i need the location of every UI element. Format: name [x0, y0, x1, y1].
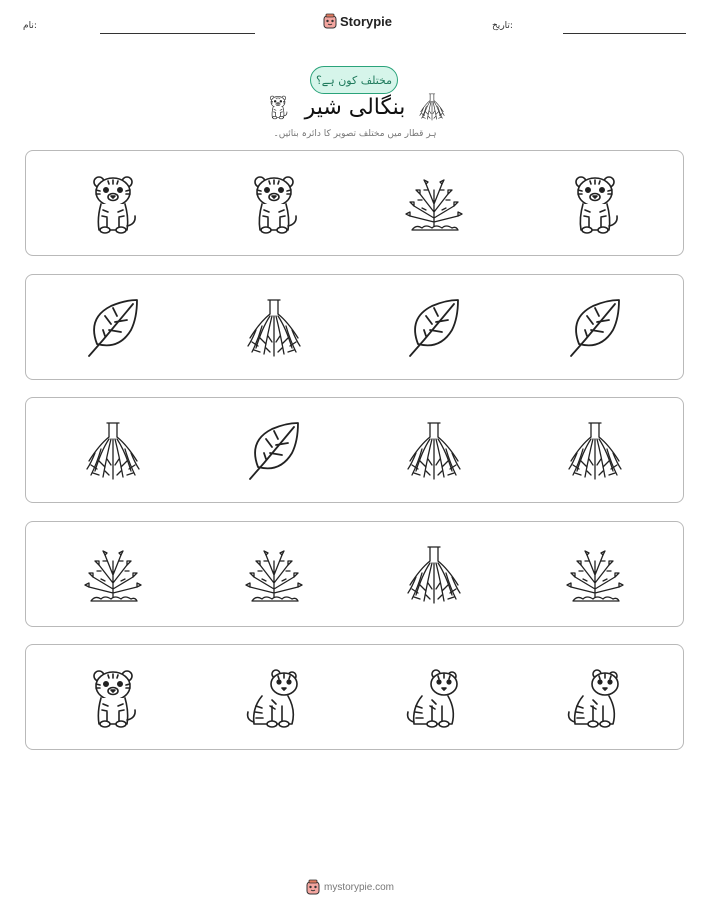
- worksheet-title: بنگالی شیر: [304, 95, 406, 120]
- bush-icon[interactable]: [242, 543, 306, 607]
- tiger-cub-icon[interactable]: [81, 666, 145, 730]
- roots-icon[interactable]: [242, 296, 306, 360]
- sitting-tiger-icon[interactable]: [242, 666, 306, 730]
- mangrove-icon: [416, 92, 448, 122]
- footer-site-link[interactable]: mystorypie.com: [324, 881, 395, 893]
- bush-icon[interactable]: [81, 543, 145, 607]
- question-badge: مختلف کون ہے؟: [310, 66, 398, 94]
- bush-icon[interactable]: [402, 172, 466, 236]
- puzzle-row-2: [25, 274, 684, 380]
- tiger-cub-icon[interactable]: [81, 172, 145, 236]
- puzzle-row-5: [25, 644, 684, 750]
- bush-icon[interactable]: [563, 543, 627, 607]
- roots-icon[interactable]: [402, 419, 466, 483]
- leaf-icon[interactable]: [242, 419, 306, 483]
- roots-icon[interactable]: [563, 419, 627, 483]
- sitting-tiger-icon[interactable]: [563, 666, 627, 730]
- brand-logo: [323, 13, 392, 29]
- puzzle-row-3: [25, 397, 684, 503]
- leaf-icon[interactable]: [81, 296, 145, 360]
- storypie-mascot-icon: [323, 13, 337, 29]
- storypie-mascot-icon: [306, 879, 320, 895]
- leaf-icon[interactable]: [563, 296, 627, 360]
- name-label: نام:: [23, 21, 37, 31]
- footer: [306, 879, 394, 895]
- puzzle-row-4: [25, 521, 684, 627]
- puzzle-row-1: [25, 150, 684, 256]
- tiger-cub-icon[interactable]: [563, 172, 627, 236]
- brand-name: Storypie: [340, 13, 393, 29]
- roots-icon[interactable]: [81, 419, 145, 483]
- sitting-tiger-icon[interactable]: [402, 666, 466, 730]
- date-line: [563, 33, 686, 34]
- leaf-icon[interactable]: [402, 296, 466, 360]
- tiger-cub-icon[interactable]: [242, 172, 306, 236]
- name-line: [100, 33, 255, 34]
- roots-icon[interactable]: [402, 543, 466, 607]
- instruction-text: ہر قطار میں مختلف تصویر کا دائرہ بنائیں۔: [273, 129, 437, 139]
- date-label: تاریخ:: [492, 21, 513, 31]
